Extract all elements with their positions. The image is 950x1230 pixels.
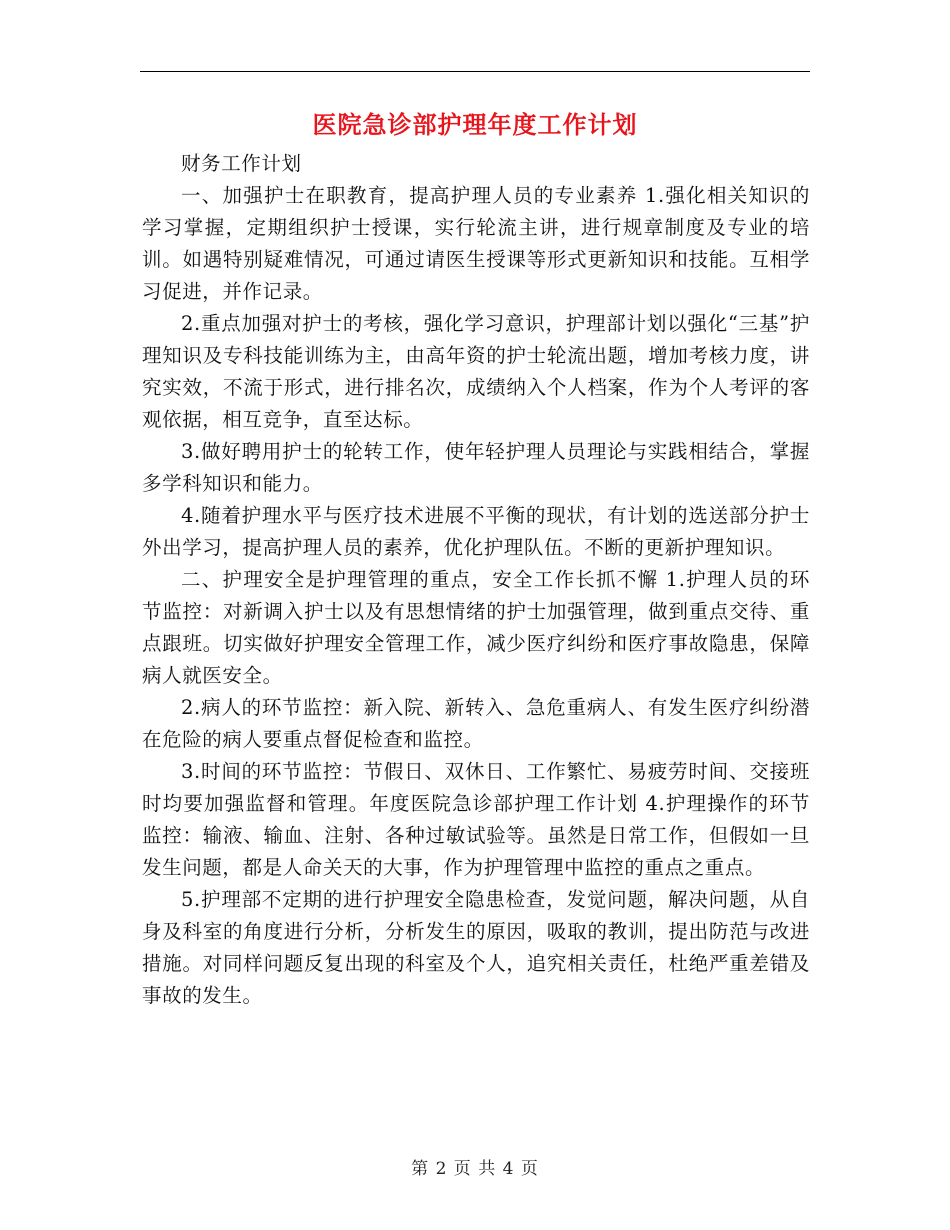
footer-suffix: 页 — [520, 1159, 539, 1179]
paragraph: 4.随着护理水平与医疗技术进展不平衡的现状，有计划的选送部分护士外出学习，提高护理人员的素养，优化护理队伍。不断的更新护理知识。 — [142, 504, 810, 559]
document-title: 医院急诊部护理年度工作计划 — [312, 111, 638, 139]
footer-current-page: 2 — [435, 1159, 448, 1179]
footer-total-pages: 4 — [502, 1159, 515, 1179]
paragraph: 2.病人的环节监控：新入院、新转入、急危重病人、有发生医疗纠纷潜在危险的病人要重点督促检查和监控。 — [142, 696, 810, 751]
document-body — [142, 148, 810, 1012]
paragraph: 5.护理部不定期的进行护理安全隐患检查，发觉问题，解决问题，从自身及科室的角度进行分析，分析发生的原因，吸取的教训，提出防范与改进措施。对同样问题反复出现的科室及个人，追究相关责任，杜绝严重差错及事故的发生。 — [142, 888, 810, 1007]
header-rule — [140, 71, 810, 72]
paragraph: 2.重点加强对护士的考核，强化学习意识，护理部计划以强化“三基”护理知识及专科技能训练为主，由高年资的护士轮流出题，增加考核力度，讲究实效，不流于形式，进行排名次，成绩纳入个人档案，作为个人考评的客观依据，相互竞争，直至达标。 — [142, 312, 810, 431]
paragraph: 3.做好聘用护士的轮转工作，使年轻护理人员理论与实践相结合，掌握多学科知识和能力。 — [142, 440, 810, 495]
paragraph: 一、加强护士在职教育，提高护理人员的专业素养 1.强化相关知识的学习掌握，定期组织护士授课，实行轮流主讲，进行规章制度及专业的培训。如遇特别疑难情况，可通过请医生授课等形式更新知识和技能。互相学习促进，并作记录。 — [142, 184, 810, 303]
paragraph: 3.时间的环节监控：节假日、双休日、工作繁忙、易疲劳时间、交接班时均要加强监督和管理。年度医院急诊部护理工作计划 4.护理操作的环节监控：输液、输血、注射、各种过敏试验等。虽然是日常工作，但假如一旦发生问题，都是人命关天的大事，作为护理管理中监控的重点之重点。 — [142, 760, 810, 879]
footer-prefix: 第 — [411, 1159, 430, 1179]
paragraph: 财务工作计划 — [181, 152, 302, 175]
paragraph: 二、护理安全是护理管理的重点，安全工作长抓不懈 1.护理人员的环节监控：对新调入护士以及有思想情绪的护士加强管理，做到重点交待、重点跟班。切实做好护理安全管理工作，减少医疗纠纷和医疗事故隐患，保障病人就医安全。 — [142, 568, 810, 687]
footer-middle: 页 共 — [453, 1159, 497, 1179]
page-footer — [0, 1154, 950, 1179]
